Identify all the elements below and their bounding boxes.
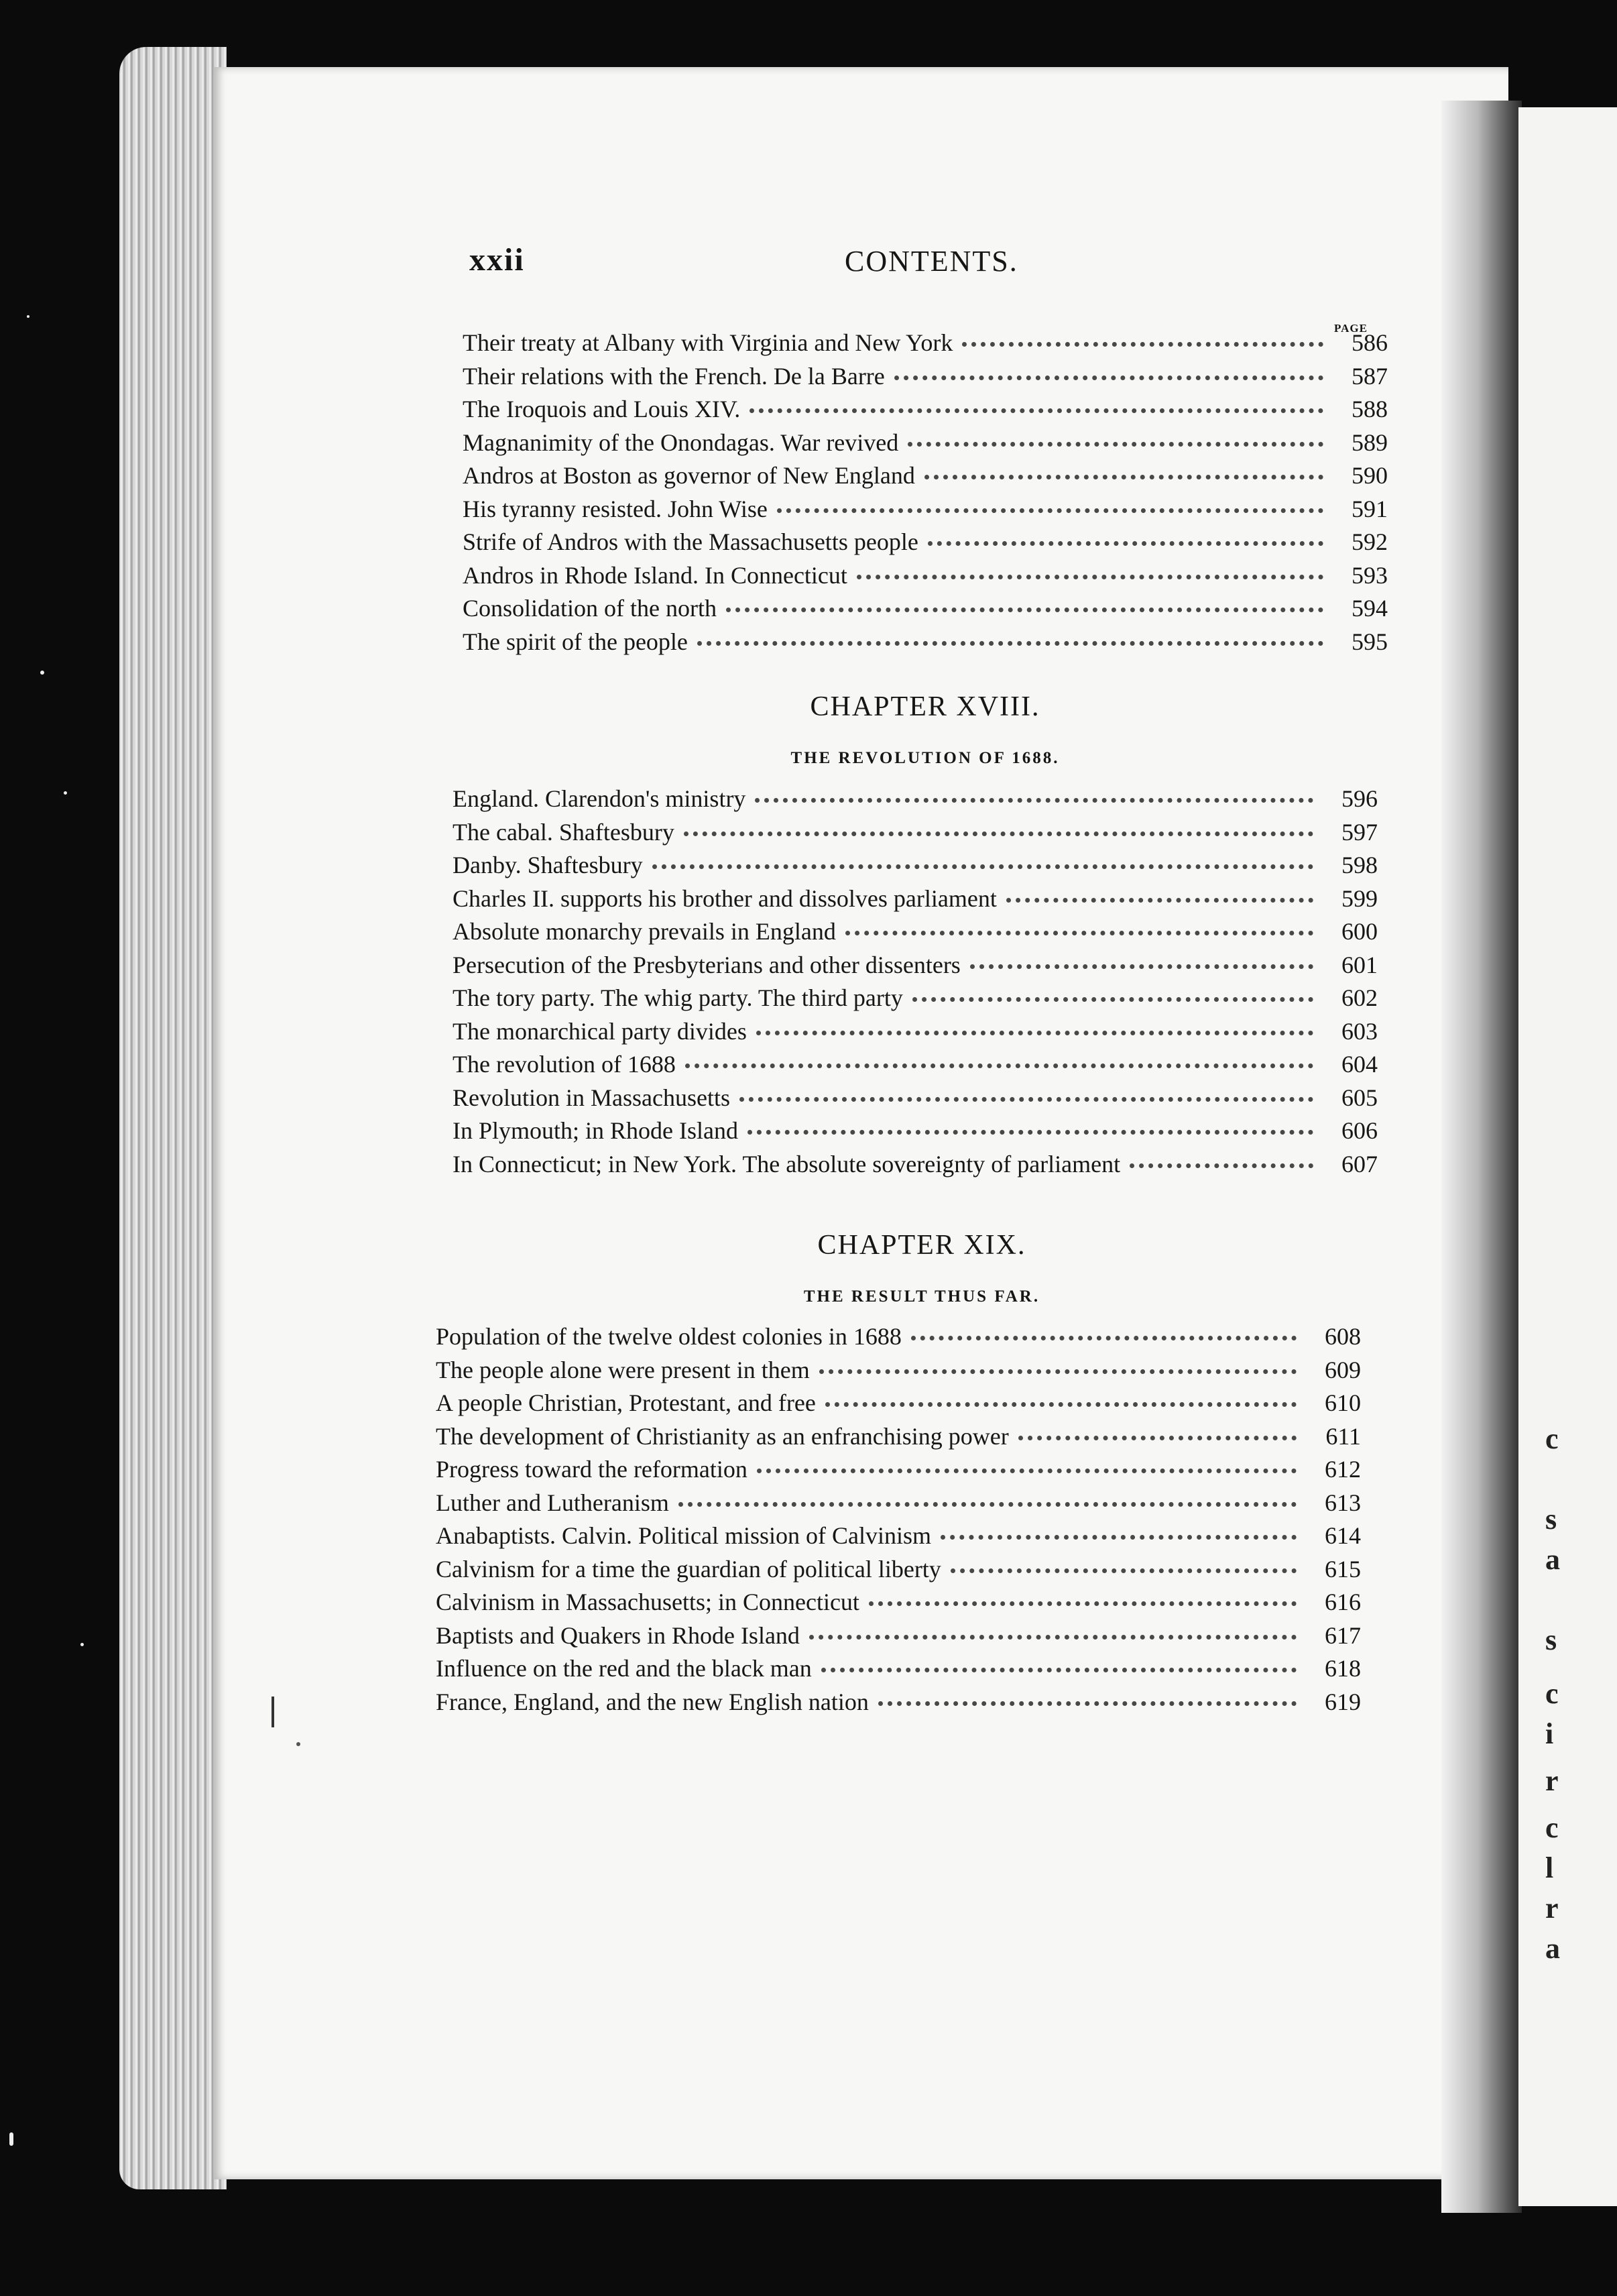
- chapter-subtitle: THE REVOLUTION OF 1688.: [790, 749, 1060, 767]
- toc-entry-page: 586: [1352, 329, 1388, 356]
- toc-entry: [436, 1489, 1361, 1522]
- toc-entry: [453, 984, 1378, 1017]
- dot-leader: [1130, 1163, 1313, 1168]
- facing-page-fragment: i: [1545, 1717, 1554, 1750]
- toc-entry-page: 603: [1341, 1017, 1378, 1045]
- toc-entry: [436, 1389, 1361, 1422]
- toc-section-continued: [463, 329, 1388, 661]
- facing-page-fragment: r: [1545, 1764, 1559, 1797]
- dot-leader: [1006, 898, 1313, 903]
- facing-page-fragment: r: [1545, 1892, 1559, 1925]
- toc-entry: [436, 1422, 1361, 1456]
- dot-leader: [962, 342, 1323, 347]
- toc-entry-text: A people Christian, Protestant, and free: [436, 1389, 816, 1416]
- toc-entry-text: Andros in Rhode Island. In Connecticut: [463, 561, 847, 589]
- toc-entry-page: 592: [1352, 528, 1388, 555]
- toc-entry-text: The Iroquois and Louis XIV.: [463, 396, 741, 422]
- toc-entry-text: Consolidation of the north: [463, 595, 717, 622]
- facing-page-fragment: a: [1545, 1543, 1560, 1576]
- dot-leader: [821, 1668, 1297, 1672]
- dot-leader: [747, 1130, 1313, 1135]
- toc-entry-text: Magnanimity of the Onondagas. War revived: [463, 428, 899, 456]
- dot-leader: [678, 1502, 1297, 1507]
- dot-leader: [809, 1635, 1297, 1640]
- toc-entry-page: 614: [1325, 1522, 1361, 1549]
- toc-entry: [436, 1654, 1361, 1688]
- toc-entry-text: Population of the twelve oldest colonies in 1688: [436, 1323, 902, 1350]
- toc-entry-page: 602: [1341, 984, 1378, 1011]
- dot-leader: [869, 1601, 1297, 1606]
- toc-entry: [453, 917, 1378, 951]
- toc-entry: [436, 1555, 1361, 1589]
- dot-leader: [726, 608, 1323, 612]
- toc-entry-page: 597: [1341, 818, 1378, 846]
- toc-entry-text: The people alone were present in them: [436, 1356, 810, 1383]
- toc-entry-page: 607: [1341, 1150, 1378, 1178]
- toc-entry-page: 596: [1341, 785, 1378, 812]
- toc-entry-text: The spirit of the people: [463, 628, 688, 655]
- toc-entry-page: 612: [1325, 1456, 1361, 1483]
- toc-entry: [436, 1522, 1361, 1555]
- toc-entry-text: Their relations with the French. De la Barre: [463, 362, 885, 390]
- dot-leader: [819, 1369, 1297, 1374]
- toc-entry: [453, 1150, 1378, 1184]
- dot-leader: [928, 541, 1323, 546]
- toc-entry: [463, 395, 1388, 428]
- scan-speck: [80, 1643, 84, 1646]
- toc-entry: [463, 528, 1388, 561]
- toc-entry: [436, 1455, 1361, 1489]
- dot-leader: [908, 442, 1323, 447]
- toc-entry-text: Andros at Boston as governor of New England: [463, 462, 915, 489]
- toc-entry-page: 599: [1341, 884, 1378, 912]
- toc-entry-page: 588: [1352, 396, 1388, 422]
- toc-chapter-18: [453, 785, 1378, 1183]
- running-head-title: CONTENTS.: [845, 245, 1018, 278]
- book-gutter: [1441, 101, 1522, 2213]
- toc-entry-page: 610: [1325, 1389, 1361, 1416]
- toc-entry-text: The tory party. The whig party. The third party: [453, 984, 903, 1011]
- toc-entry-page: 608: [1325, 1323, 1361, 1350]
- toc-entry-page: 611: [1325, 1422, 1361, 1450]
- toc-entry-text: Danby. Shaftesbury: [453, 852, 643, 878]
- toc-entry-page: 617: [1325, 1621, 1361, 1649]
- toc-entry: [463, 594, 1388, 628]
- dot-leader: [750, 408, 1323, 413]
- toc-entry: [453, 1017, 1378, 1051]
- toc-entry-page: 589: [1352, 428, 1388, 456]
- toc-entry-page: 598: [1341, 852, 1378, 878]
- dot-leader: [951, 1568, 1297, 1573]
- toc-entry-page: 600: [1341, 918, 1378, 945]
- toc-entry-page: 618: [1325, 1655, 1361, 1682]
- toc-entry-text: The development of Christianity as an enfranchising power: [436, 1422, 1009, 1450]
- dot-leader: [739, 1097, 1313, 1102]
- toc-entry: [463, 428, 1388, 462]
- toc-entry-page: 594: [1352, 595, 1388, 622]
- toc-entry: [463, 561, 1388, 595]
- facing-page-fragment: s: [1545, 1623, 1557, 1656]
- dot-leader: [970, 964, 1313, 969]
- toc-entry-page: 616: [1325, 1589, 1361, 1615]
- toc-entry-text: In Plymouth; in Rhode Island: [453, 1117, 738, 1144]
- dot-leader: [912, 997, 1313, 1002]
- dot-leader: [825, 1402, 1297, 1407]
- chapter-subtitle: THE RESULT THUS FAR.: [803, 1287, 1040, 1306]
- dot-leader: [894, 376, 1323, 380]
- toc-entry-text: Persecution of the Presbyterians and other dissenters: [453, 951, 961, 978]
- toc-entry-page: 587: [1352, 362, 1388, 390]
- dot-leader: [697, 641, 1323, 646]
- toc-entry-text: Calvinism in Massachusetts; in Connecticut: [436, 1589, 859, 1615]
- toc-entry-page: 613: [1325, 1489, 1361, 1516]
- toc-entry-page: 605: [1341, 1084, 1378, 1111]
- toc-entry-text: Progress toward the reformation: [436, 1456, 747, 1483]
- scan-speck: [9, 2132, 13, 2146]
- dot-leader: [878, 1701, 1297, 1706]
- dot-leader: [1018, 1436, 1297, 1440]
- dot-leader: [777, 508, 1323, 513]
- toc-entry-page: 609: [1325, 1356, 1361, 1383]
- toc-entry: [453, 851, 1378, 884]
- facing-page-edge: [1518, 107, 1617, 2206]
- toc-entry-text: France, England, and the new English nation: [436, 1688, 869, 1715]
- toc-entry: [436, 1588, 1361, 1621]
- toc-entry-page: 591: [1352, 495, 1388, 522]
- toc-entry: [436, 1356, 1361, 1389]
- dot-leader: [756, 1031, 1313, 1035]
- toc-entry: [453, 1050, 1378, 1084]
- toc-entry-page: 601: [1341, 951, 1378, 978]
- toc-entry-text: Their treaty at Albany with Virginia and New York: [463, 329, 953, 356]
- toc-entry: [453, 785, 1378, 818]
- toc-entry-text: Baptists and Quakers in Rhode Island: [436, 1621, 800, 1649]
- dot-leader: [911, 1336, 1297, 1340]
- toc-entry-text: Absolute monarchy prevails in England: [453, 918, 836, 945]
- toc-entry-text: The revolution of 1688: [453, 1051, 676, 1078]
- dot-leader: [757, 1469, 1297, 1473]
- toc-entry-text: The monarchical party divides: [453, 1017, 747, 1045]
- toc-entry: [463, 495, 1388, 528]
- toc-entry: [453, 884, 1378, 918]
- toc-entry-text: Charles II. supports his brother and dissolves parliament: [453, 884, 997, 912]
- toc-entry-page: 615: [1325, 1555, 1361, 1583]
- toc-entry: [463, 461, 1388, 495]
- toc-entry: [463, 329, 1388, 362]
- toc-entry-page: 619: [1325, 1688, 1361, 1715]
- dot-leader: [684, 831, 1313, 836]
- toc-entry-text: The cabal. Shaftesbury: [453, 818, 674, 846]
- toc-entry-text: Luther and Lutheranism: [436, 1489, 669, 1516]
- chapter-heading: CHAPTER XIX.: [817, 1230, 1026, 1261]
- toc-entry-text: Calvinism for a time the guardian of political liberty: [436, 1555, 941, 1583]
- toc-entry-text: His tyranny resisted. John Wise: [463, 495, 768, 522]
- toc-entry-text: Anabaptists. Calvin. Political mission of Calvinism: [436, 1522, 931, 1549]
- toc-entry-page: 606: [1341, 1117, 1378, 1144]
- scan-speck: [64, 791, 67, 795]
- toc-entry: [453, 1116, 1378, 1150]
- facing-page-fragment: l: [1545, 1851, 1554, 1884]
- toc-entry-text: England. Clarendon's ministry: [453, 785, 746, 812]
- toc-entry: [436, 1322, 1361, 1356]
- facing-page-fragment: s: [1545, 1503, 1557, 1536]
- dot-leader: [924, 475, 1323, 479]
- facing-page-fragment: c: [1545, 1422, 1559, 1455]
- dot-leader: [755, 798, 1313, 803]
- toc-entry: [436, 1621, 1361, 1655]
- chapter-heading: CHAPTER XVIII.: [810, 691, 1040, 722]
- page-column-label: PAGE: [1334, 322, 1368, 335]
- facing-page-fragment: c: [1545, 1677, 1559, 1710]
- toc-entry: [453, 818, 1378, 852]
- stray-mark: [296, 1742, 300, 1746]
- toc-chapter-19: [436, 1322, 1361, 1721]
- toc-entry-page: 590: [1352, 462, 1388, 489]
- facing-page-fragment: c: [1545, 1811, 1559, 1844]
- dot-leader: [941, 1535, 1297, 1540]
- dot-leader: [857, 575, 1323, 579]
- toc-entry: [453, 1084, 1378, 1117]
- dot-leader: [845, 931, 1313, 935]
- stray-mark: [272, 1697, 274, 1727]
- toc-entry: [463, 362, 1388, 396]
- facing-page-fragment: a: [1545, 1932, 1560, 1965]
- toc-entry-page: 604: [1341, 1051, 1378, 1078]
- toc-entry-page: 595: [1352, 628, 1388, 655]
- scan-speck: [27, 315, 29, 318]
- toc-entry-text: Strife of Andros with the Massachusetts people: [463, 528, 918, 555]
- toc-entry-text: In Connecticut; in New York. The absolute sovereignty of parliament: [453, 1150, 1121, 1178]
- dot-leader: [685, 1064, 1313, 1068]
- toc-entry-text: Revolution in Massachusetts: [453, 1084, 730, 1111]
- toc-entry: [436, 1688, 1361, 1721]
- book-page-edges: [119, 47, 227, 2189]
- toc-entry-page: 593: [1352, 561, 1388, 589]
- running-head: [469, 241, 1388, 288]
- toc-entry: [463, 628, 1388, 661]
- scan-speck: [40, 671, 44, 675]
- page-folio: xxii: [469, 242, 525, 278]
- toc-entry: [453, 951, 1378, 984]
- dot-leader: [652, 864, 1313, 869]
- toc-entry-text: Influence on the red and the black man: [436, 1655, 812, 1682]
